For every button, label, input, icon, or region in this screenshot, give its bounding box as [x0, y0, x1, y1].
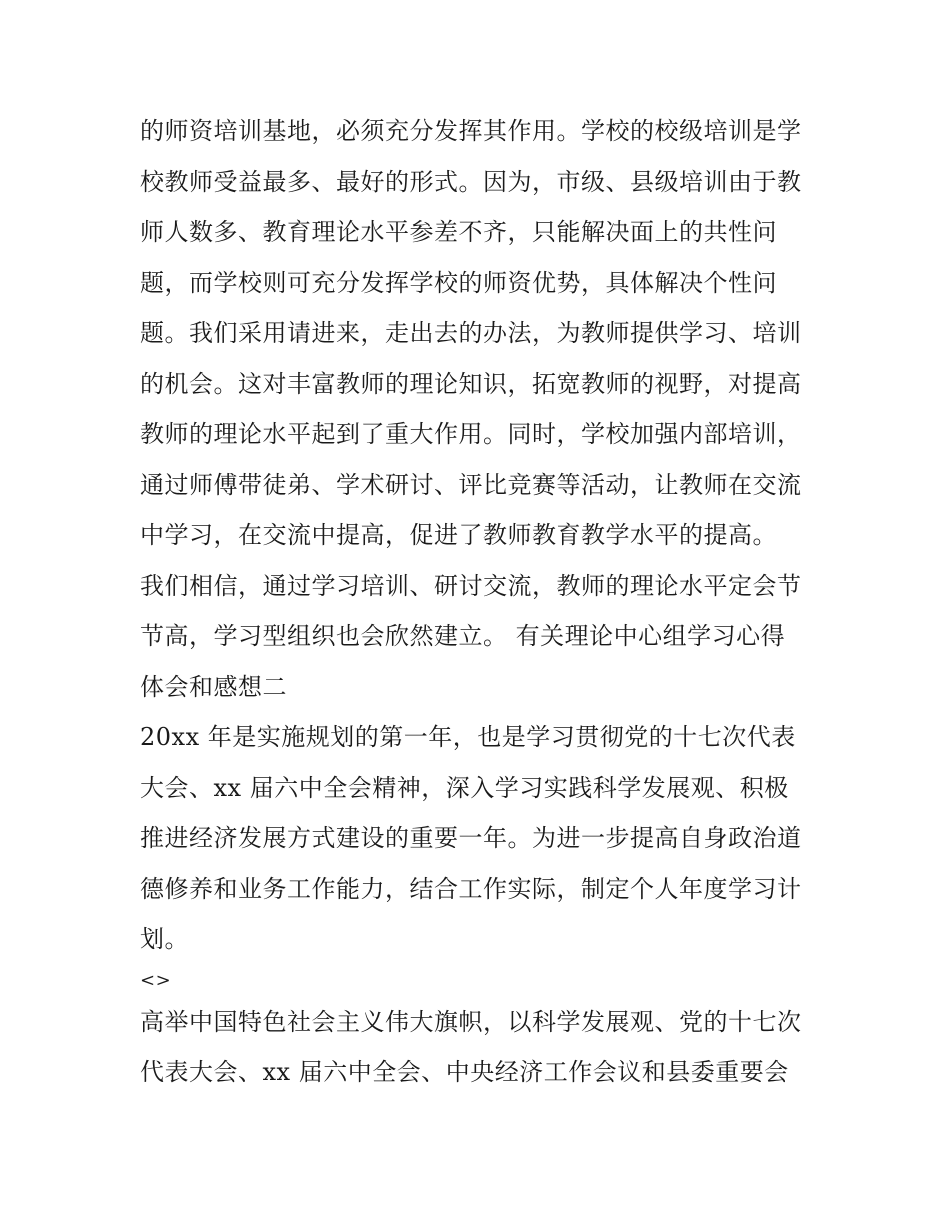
text-line: 高举中国特色社会主义伟大旗帜，以科学发展观、党的十七次 — [140, 1007, 802, 1036]
text-line: 的师资培训基地，必须充分发挥其作用。学校的校级培训是学 — [140, 117, 802, 145]
text-line: 推进经济发展方式建设的重要一年。为进一步提高自身政治道 — [140, 824, 802, 852]
text-line: 代表大会、xx 届六中全会、中央经济工作会议和县委重要会 — [140, 1058, 789, 1086]
text-line: 通过师傅带徒弟、学术研讨、评比竞赛等活动，让教师在交流 — [140, 470, 802, 499]
text-line: 大会、xx 届六中全会精神，深入学习实践科学发展观、积极 — [140, 773, 789, 802]
text-line: 师人数多、教育理论水平参差不齐，只能解决面上的共性问 — [140, 218, 777, 246]
text-line: 划。 — [140, 925, 189, 953]
text-line: 节高，学习型组织也会欣然建立。 有关理论中心组学习心得 — [140, 622, 786, 650]
text-line: 教师的理论水平起到了重大作用。同时，学校加强内部培训， — [140, 420, 802, 448]
text-line: 我们相信，通过学习培训、研讨交流，教师的理论水平定会节 — [140, 571, 802, 600]
document-body — [140, 106, 830, 1098]
section-heading: 体会和感想二 — [140, 672, 287, 701]
text-line: 题。我们采用请进来，走出去的办法，为教师提供学习、培训 — [140, 319, 802, 347]
text-line: 德修养和业务工作能力，结合工作实际，制定个人年度学习计 — [140, 874, 802, 903]
text-line: 的机会。这对丰富教师的理论知识，拓宽教师的视野，对提高 — [140, 369, 802, 398]
text-line: 20xx 年是实施规划的第一年，也是学习贯彻党的十七次代表 — [140, 723, 796, 751]
text-line: 中学习，在交流中提高，促进了教师教育教学水平的提高。 — [140, 521, 777, 549]
placeholder-marker: <> — [140, 969, 172, 991]
text-line: 题，而学校则可充分发挥学校的师资优势，具体解决个性问 — [140, 268, 777, 297]
text-line: 校教师受益最多、最好的形式。因为，市级、县级培训由于教 — [140, 167, 802, 196]
